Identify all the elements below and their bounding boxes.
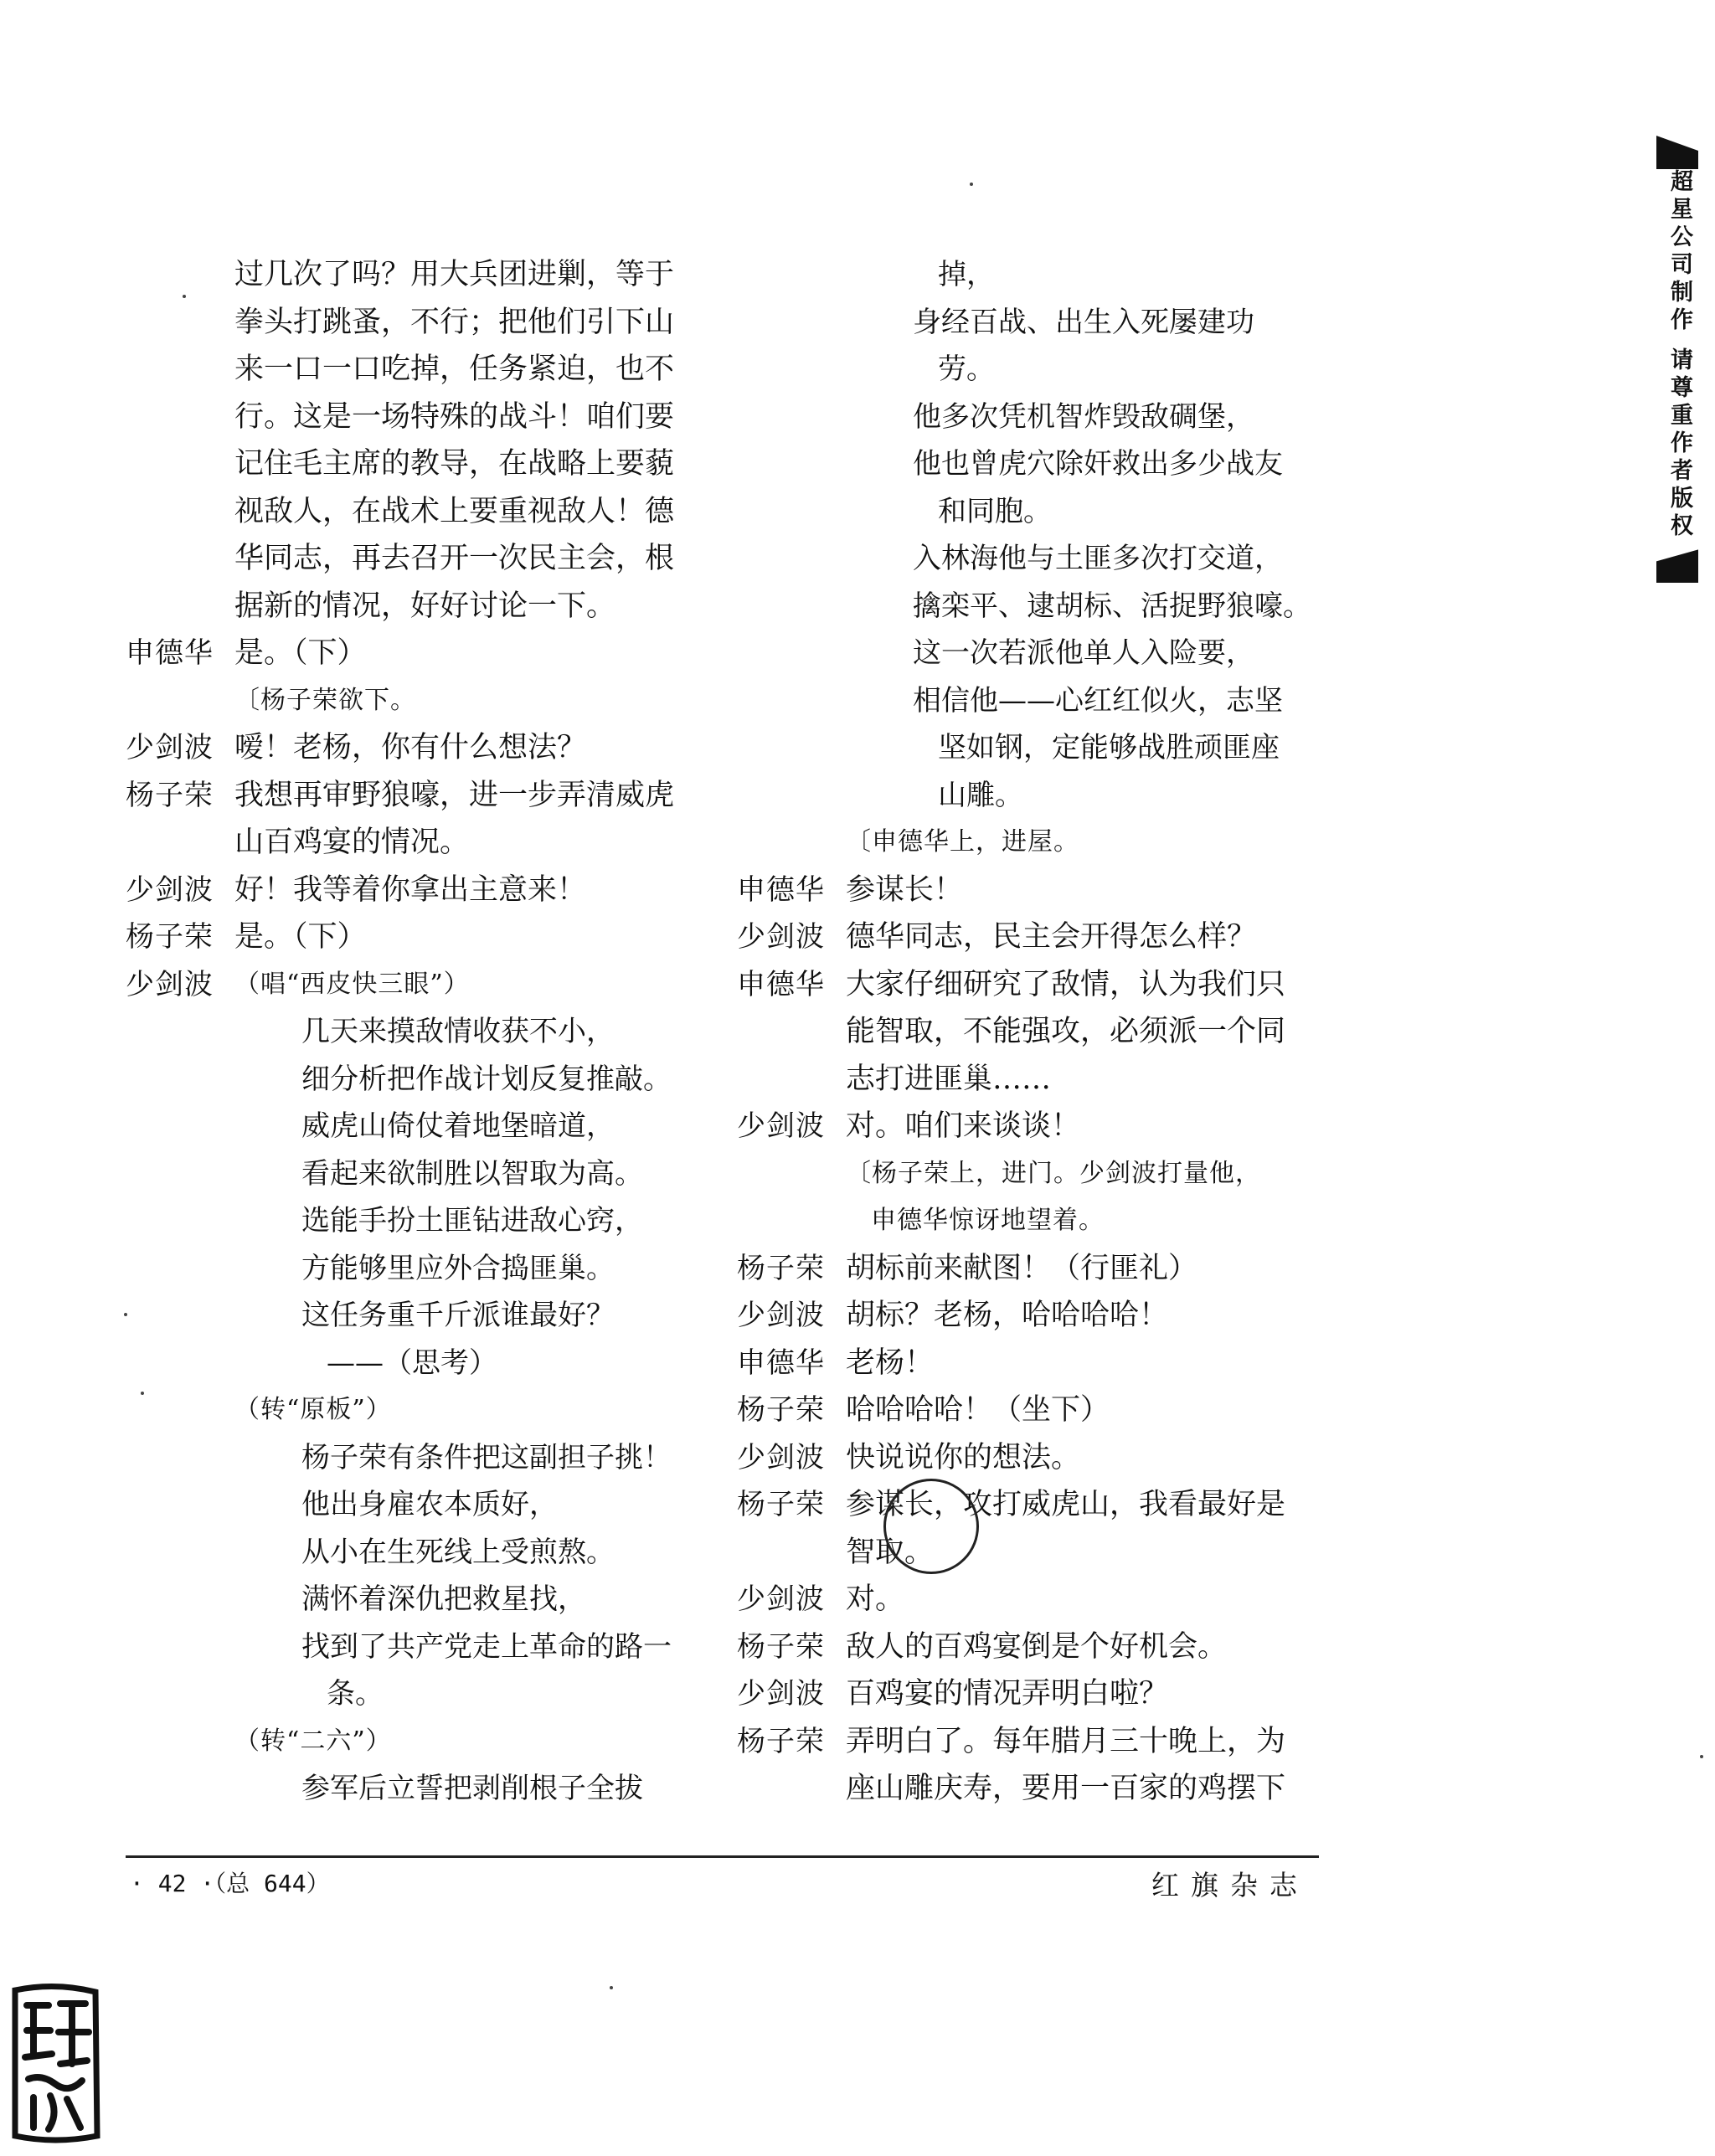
script-line	[126, 1434, 695, 1482]
script-line	[737, 251, 1315, 299]
dialogue-text: 能智取，不能强攻，必须派一个同	[846, 1015, 1286, 1048]
script-line	[126, 724, 695, 772]
script-line	[737, 583, 1315, 630]
script-line	[737, 1292, 1315, 1340]
library-seal-stamp	[8, 1980, 102, 2146]
sung-verse: 几天来摸敌情收获不小，	[301, 1015, 615, 1048]
script-line	[737, 1670, 1315, 1718]
sung-verse: 看起来欲制胜以智取为高。	[301, 1156, 643, 1191]
copyright-notice	[1656, 136, 1702, 583]
sung-verse: 选能手扮土匪钻进敌心窍，	[301, 1204, 643, 1238]
script-line	[126, 1103, 695, 1150]
speaker-name: 少剑波	[126, 731, 214, 764]
sung-verse: 坚如钢，定能够战胜顽匪座	[938, 731, 1280, 764]
script-line	[126, 440, 695, 488]
dialogue-text: 志打进匪巢……	[846, 1062, 1052, 1096]
script-line	[126, 1529, 695, 1577]
dialogue-text: 记住毛主席的教导，在战略上要藐	[234, 447, 675, 481]
speaker-name: 杨子荣	[737, 1629, 825, 1664]
publication-name: 红旗杂志	[1151, 1869, 1309, 1901]
dialogue-text: 行。这是一场特殊的战斗！咱们要	[234, 399, 675, 434]
speaker-name: 少剑波	[737, 1582, 825, 1616]
dialogue-text: 座山雕庆寿，要用一百家的鸡摆下	[846, 1772, 1286, 1805]
scan-speck	[970, 183, 973, 186]
dialogue-text: 我想再审野狼嚎，进一步弄清威虎	[234, 778, 675, 812]
dialogue-text: 大家仔细研究了敌情，认为我们只	[846, 967, 1286, 1001]
dialogue-text: 来一口一口吃掉，任务紧迫，也不	[234, 352, 675, 386]
dialogue-text: 胡标？老杨，哈哈哈哈！	[846, 1299, 1169, 1332]
script-line	[126, 346, 695, 394]
speaker-name: 杨子荣	[126, 778, 214, 812]
script-line	[126, 535, 695, 583]
speaker-name: 杨子荣	[126, 920, 214, 954]
sung-verse: 从小在生死线上受煎熬。	[301, 1535, 615, 1569]
left-column	[126, 251, 695, 1813]
speaker-name: 少剑波	[737, 1299, 825, 1332]
sung-verse: 这任务重千斤派谁最好？	[301, 1299, 615, 1332]
scan-speck	[1700, 1755, 1703, 1758]
script-line	[126, 1245, 695, 1293]
sung-verse: 细分析把作战计划反复推敲。	[301, 1062, 672, 1096]
script-line	[737, 1576, 1315, 1623]
dialogue-text: 据新的情况，好好讨论一下。	[234, 589, 616, 623]
dialogue-text: 参谋长！	[846, 872, 964, 907]
script-line	[737, 1434, 1315, 1482]
script-line	[737, 1008, 1315, 1056]
script-line	[126, 1008, 695, 1056]
script-line	[737, 1150, 1315, 1198]
script-line	[126, 1292, 695, 1340]
speaker-name: 杨子荣	[737, 1724, 825, 1758]
script-line	[737, 1245, 1315, 1293]
script-line	[737, 346, 1315, 394]
notice-bottom-bar	[1656, 549, 1698, 583]
sung-verse: 劳。	[938, 352, 995, 386]
script-line	[737, 1765, 1315, 1813]
script-line	[737, 1529, 1315, 1577]
script-line	[737, 535, 1315, 583]
stage-direction: 〔申德华上，进屋。	[846, 827, 1079, 857]
script-line	[126, 583, 695, 630]
sung-verse: 参军后立誓把剥削根子全拔	[301, 1772, 643, 1805]
stage-direction: 〔杨子荣上，进门。少剑波打量他，	[846, 1158, 1261, 1188]
stage-direction: （转“原板”）	[234, 1395, 392, 1424]
stage-direction: 〔杨子荣欲下。	[234, 685, 416, 715]
dialogue-text: 山百鸡宴的情况。	[234, 826, 470, 859]
script-line	[737, 819, 1315, 867]
sung-verse: 入林海他与土匪多次打交道，	[913, 542, 1283, 575]
script-line	[126, 1670, 695, 1718]
dialogue-text: 胡标前来献图！（行匪礼）	[846, 1251, 1198, 1285]
sung-verse: 掉，	[938, 258, 995, 291]
script-line	[737, 1197, 1315, 1245]
script-line	[737, 440, 1315, 488]
sung-verse: 杨子荣有条件把这副担子挑！	[301, 1440, 672, 1474]
scan-speck	[124, 1313, 127, 1316]
script-line	[126, 251, 695, 299]
sung-verse: 相信他——心红红似火，志坚	[913, 683, 1283, 718]
script-line	[126, 1623, 695, 1671]
script-line	[126, 913, 695, 961]
script-line	[737, 1481, 1315, 1529]
speaker-name: 少剑波	[737, 1677, 825, 1711]
dialogue-text: 视敌人，在战术上要重视敌人！德	[234, 494, 675, 528]
script-line	[126, 1718, 695, 1766]
script-line	[737, 1623, 1315, 1671]
script-line	[126, 1387, 695, 1434]
dialogue-text: 对。	[846, 1582, 905, 1616]
dialogue-text: 过几次了吗？用大兵团进剿，等于	[234, 258, 675, 291]
script-line	[126, 1765, 695, 1813]
script-line	[126, 1197, 695, 1245]
script-line	[737, 1056, 1315, 1104]
speaker-name: 少剑波	[737, 1109, 825, 1143]
speaker-name: 杨子荣	[737, 1488, 825, 1521]
script-line	[737, 1103, 1315, 1150]
script-line	[737, 1718, 1315, 1766]
script-line	[126, 488, 695, 536]
script-line	[737, 394, 1315, 441]
dialogue-text: 是。（下）	[234, 920, 367, 954]
script-line	[737, 913, 1315, 961]
dialogue-text: 华同志，再去召开一次民主会，根	[234, 542, 675, 575]
script-line	[126, 819, 695, 867]
sung-verse: 他多次凭机智炸毁敌碉堡，	[913, 399, 1254, 434]
script-line	[737, 630, 1315, 677]
speaker-name: 杨子荣	[737, 1251, 825, 1285]
dialogue-text: 参谋长，攻打威虎山，我看最好是	[846, 1488, 1286, 1521]
stage-direction: 申德华惊讶地望着。	[871, 1206, 1105, 1235]
sung-verse: 和同胞。	[938, 494, 1052, 528]
script-line	[737, 677, 1315, 725]
speaker-name: 少剑波	[737, 920, 825, 954]
sung-verse: 方能够里应外合捣匪巢。	[301, 1251, 615, 1285]
dialogue-text: 是。（下）	[234, 636, 367, 670]
sung-verse: 满怀着深仇把救星找，	[301, 1582, 586, 1616]
script-line	[126, 1340, 695, 1387]
speaker-name: 少剑波	[737, 1440, 825, 1474]
scan-speck	[183, 295, 186, 298]
sung-verse: 身经百战、出生入死屡建功	[913, 305, 1254, 339]
script-line	[737, 724, 1315, 772]
dialogue-text: 哈哈哈哈！（坐下）	[846, 1393, 1110, 1427]
stage-direction: （唱“西皮快三眼”）	[234, 969, 470, 999]
dialogue-text: 嗳！老杨，你有什么想法？	[234, 731, 587, 764]
script-line	[737, 299, 1315, 347]
speaker-name: 杨子荣	[737, 1393, 825, 1427]
script-line	[126, 772, 695, 820]
sung-verse: 擒栾平、逮胡标、活捉野狼嚎。	[913, 589, 1311, 623]
speaker-name: 少剑波	[126, 967, 214, 1001]
speaker-name: 申德华	[737, 872, 825, 907]
right-column	[737, 251, 1315, 1813]
sung-verse: 山雕。	[938, 778, 1023, 812]
sung-verse: 他出身雇农本质好，	[301, 1488, 558, 1521]
dialogue-text: 好！我等着你拿出主意来！	[234, 872, 587, 907]
dialogue-text: 拳头打跳蚤，不行；把他们引下山	[234, 305, 675, 339]
speaker-name: 少剑波	[126, 872, 214, 907]
script-line	[737, 1340, 1315, 1387]
speaker-name: 申德华	[126, 636, 214, 670]
script-line	[126, 299, 695, 347]
notice-top-bar	[1656, 136, 1698, 169]
footer-rule	[126, 1855, 1319, 1858]
sung-verse: 这一次若派他单人入险要，	[913, 636, 1254, 670]
script-line	[126, 961, 695, 1009]
sung-verse: ——（思考）	[327, 1346, 497, 1380]
pen-circle-mark	[883, 1479, 979, 1574]
dialogue-text: 智取。	[846, 1535, 935, 1569]
script-line	[737, 1387, 1315, 1434]
dialogue-text: 百鸡宴的情况弄明白啦？	[846, 1677, 1169, 1711]
sung-verse: 威虎山倚仗着地堡暗道，	[301, 1109, 615, 1143]
dialogue-text: 对。咱们来谈谈！	[846, 1109, 1081, 1143]
script-line	[126, 867, 695, 914]
script-line	[126, 677, 695, 725]
page-number: · 42 ·（总 644）	[130, 1870, 330, 1897]
speaker-name: 申德华	[737, 967, 825, 1001]
stage-direction: （转“二六”）	[234, 1726, 392, 1756]
script-line	[737, 961, 1315, 1009]
sung-verse: 条。	[327, 1677, 384, 1711]
speaker-name: 申德华	[737, 1346, 825, 1380]
script-line	[737, 772, 1315, 820]
script-line	[126, 1576, 695, 1623]
script-line	[126, 630, 695, 677]
sung-verse: 找到了共产党走上革命的路一	[301, 1629, 672, 1664]
script-line	[126, 394, 695, 441]
dialogue-text: 敌人的百鸡宴倒是个好机会。	[846, 1629, 1228, 1664]
dialogue-text: 弄明白了。每年腊月三十晚上，为	[846, 1724, 1286, 1758]
script-line	[737, 867, 1315, 914]
dialogue-text: 德华同志，民主会开得怎么样？	[846, 920, 1257, 954]
script-line	[126, 1056, 695, 1104]
dialogue-text: 老杨！	[846, 1346, 935, 1380]
script-line	[126, 1150, 695, 1198]
copyright-notice-text: 超星公司制作 请尊重作者版权	[1666, 169, 1692, 542]
scan-speck	[141, 1392, 144, 1395]
script-line	[737, 488, 1315, 536]
dialogue-text: 快说说你的想法。	[846, 1440, 1081, 1474]
sung-verse: 他也曾虎穴除奸救出多少战友	[913, 447, 1283, 481]
scan-speck	[610, 1986, 613, 1989]
script-line	[126, 1481, 695, 1529]
